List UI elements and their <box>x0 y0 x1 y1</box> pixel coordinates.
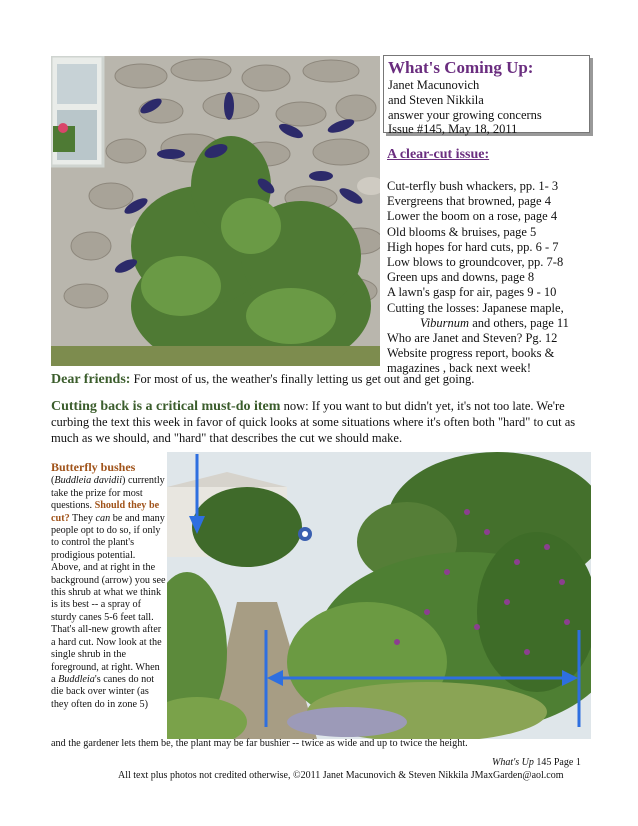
contents-item: Cut-terfly bush whackers, pp. 1- 3 <box>387 179 559 193</box>
footer-credit: All text plus photos not credited otherwise, ©2011 Janet Macunovich & Steven Nikkila JMaxGarden@aol.com <box>118 770 564 781</box>
butterfly-bush-sidebar <box>51 461 166 711</box>
sidebar-question: Should they be cut? <box>51 500 160 524</box>
footer-page-rest: 145 Page 1 <box>533 757 581 768</box>
contents-item: magazines , back next week! <box>387 361 532 376</box>
latin-name: Buddleia davidii <box>54 475 123 487</box>
photo-caption-end: and the gardener lets them be, the plant may be far bushier -- twice as wide and up to twice the height. <box>51 738 468 749</box>
photo-butterfly-bush-stone-wall <box>51 56 380 366</box>
contents-item: Evergreens that browned, page 4 <box>387 194 551 209</box>
sidebar-text-1: currently take the prize for most questions. <box>51 475 165 512</box>
newsletter-title: What's Coming Up: <box>388 58 534 77</box>
cutting-back-lead: Cutting back is a critical must-do item <box>51 399 281 414</box>
greeting: Dear friends: <box>51 372 131 387</box>
contents-list <box>387 179 617 377</box>
latin-open: ( <box>51 475 55 487</box>
footer-page-number <box>492 757 581 768</box>
contents-heading: A clear-cut issue: <box>387 147 490 162</box>
newsletter-title-box <box>383 55 590 136</box>
intro-paragraph <box>51 371 611 388</box>
contents-item: Green ups and downs, page 8 <box>387 270 535 285</box>
contents-item: Lower the boom on a rose, page 4 <box>387 209 558 224</box>
contents-item-viburnum <box>387 316 617 331</box>
sidebar-text-3: 's canes do not die back over winter (as they often do in zone 5) <box>51 673 155 710</box>
contents-item: High hopes for hard cuts, pp. 6 - 7 <box>387 239 559 254</box>
viburnum-italic: Viburnum <box>420 315 470 330</box>
footer-publication-italic: What's Up <box>492 757 534 768</box>
tagline: answer your growing concerns <box>388 108 542 122</box>
contents-item: Website progress report, books & <box>387 346 555 361</box>
sidebar-heading: Butterfly bushes <box>51 460 136 474</box>
sidebar-text-2b: be and many people opt to do so, if only to control the plant's prodigious potential. Above, and at right in the background (arrow) you see this shrub at what we think is its best -- a spray of sturdy canes 5-6 feet tall. That's all-new growth after a hard cut. Now look at the single shrub in the foreground, at right. When a <box>51 512 166 685</box>
issue-date: Issue #145, May 18, 2011 <box>388 122 518 136</box>
sidebar-can-italic: can <box>95 512 111 524</box>
latin-close: ) <box>122 475 126 487</box>
authors-line-1: Janet Macunovich <box>388 78 480 92</box>
contents-item: Low blows to groundcover, pp. 7-8 <box>387 255 564 270</box>
photo-bottom-image <box>167 452 591 739</box>
photo-garden-bushes <box>167 452 591 739</box>
sidebar-buddleia-italic: Buddleia <box>58 673 95 685</box>
contents-item: Who are Janet and Steven? Pg. 12 <box>387 331 558 346</box>
cutting-back-text: now: If you want to but didn't yet, it's not too late. We're curbing the text this week in favor of quick looks at some situations where it's often both "hard" to cut as much as we should, and "hard" that describes the cut we should make. <box>51 399 576 445</box>
contents-item: A lawn's gasp for air, pages 9 - 10 <box>387 285 557 300</box>
cutting-back-paragraph <box>51 399 596 446</box>
authors-line-2: and Steven Nikkila <box>388 93 484 107</box>
photo-top-image <box>51 56 380 366</box>
contents-item: Cutting the losses: Japanese maple, <box>387 300 564 315</box>
contents-item: Old blooms & bruises, page 5 <box>387 224 537 239</box>
greeting-text: For most of us, the weather's finally letting us get out and get going. <box>130 372 475 386</box>
viburnum-rest: and others, page 11 <box>469 315 569 330</box>
sidebar-text-2a: They <box>69 512 96 524</box>
